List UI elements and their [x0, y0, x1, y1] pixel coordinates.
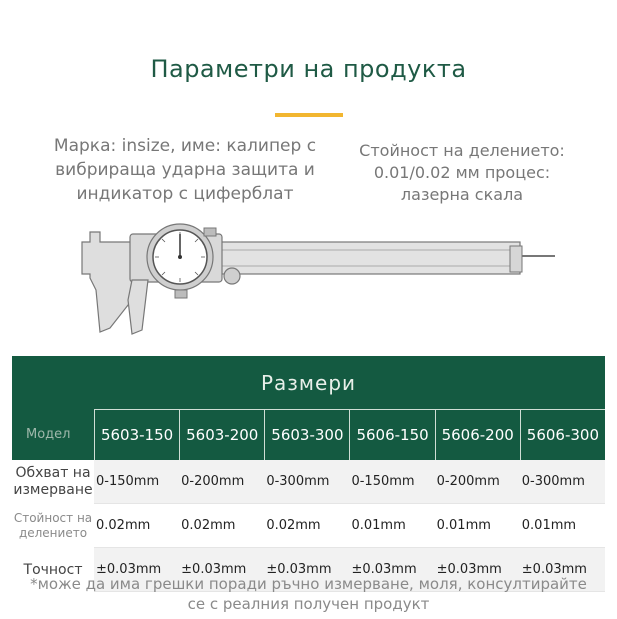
table-cell: 0.02mm: [94, 504, 179, 548]
row-label: Обхват на измерване: [13, 465, 93, 498]
product-resolution-description: Стойност на делението: 0.01/0.02 мм процес: лазерна скала: [359, 141, 565, 204]
product-brand-description: Марка: insize, име: калипер с вибрираща ударна защита и индикатор с циферблат: [53, 136, 317, 204]
table-cell: ±0.03mm: [264, 548, 349, 592]
table-cell: ±0.03mm: [179, 548, 264, 592]
table-cell: 0-300mm: [264, 460, 349, 504]
table-cell: ±0.03mm: [94, 548, 179, 592]
dimensions-table: [12, 356, 605, 592]
table-cell: 0.02mm: [264, 504, 349, 548]
table-cell: 0-150mm: [94, 460, 179, 504]
row-label: Стойност на делението: [13, 511, 93, 540]
disclaimer-note: *може да има грешки поради ръчно измерване, моля, консултирайте се с реалния получен продукт: [30, 575, 587, 613]
model-cell: 5606-300: [520, 409, 605, 460]
dial-caliper-illustration: [70, 220, 570, 338]
table-cell: ±0.03mm: [520, 548, 605, 592]
page-title: Параметри на продукта: [150, 55, 467, 83]
table-title: Размери: [12, 356, 605, 409]
table-row: [12, 460, 605, 504]
model-cell: 5606-150: [349, 409, 434, 460]
row-label: Точност: [23, 561, 83, 578]
model-cell: 5603-150: [94, 409, 179, 460]
table-header-row: [12, 409, 605, 460]
table-cell: ±0.03mm: [435, 548, 520, 592]
table-cell: 0.01mm: [349, 504, 434, 548]
model-cell: 5606-200: [435, 409, 520, 460]
table-cell: 0.01mm: [520, 504, 605, 548]
table-cell: 0-300mm: [520, 460, 605, 504]
table-cell: 0.02mm: [179, 504, 264, 548]
table-cell: ±0.03mm: [349, 548, 434, 592]
table-cell: 0.01mm: [435, 504, 520, 548]
table-cell: 0-200mm: [179, 460, 264, 504]
title-accent-bar: [275, 113, 343, 117]
table-cell: 0-150mm: [349, 460, 434, 504]
table-row: [12, 504, 605, 548]
model-cell: 5603-300: [264, 409, 349, 460]
model-cell: 5603-200: [179, 409, 264, 460]
table-cell: 0-200mm: [435, 460, 520, 504]
model-label: Модел: [12, 409, 94, 460]
